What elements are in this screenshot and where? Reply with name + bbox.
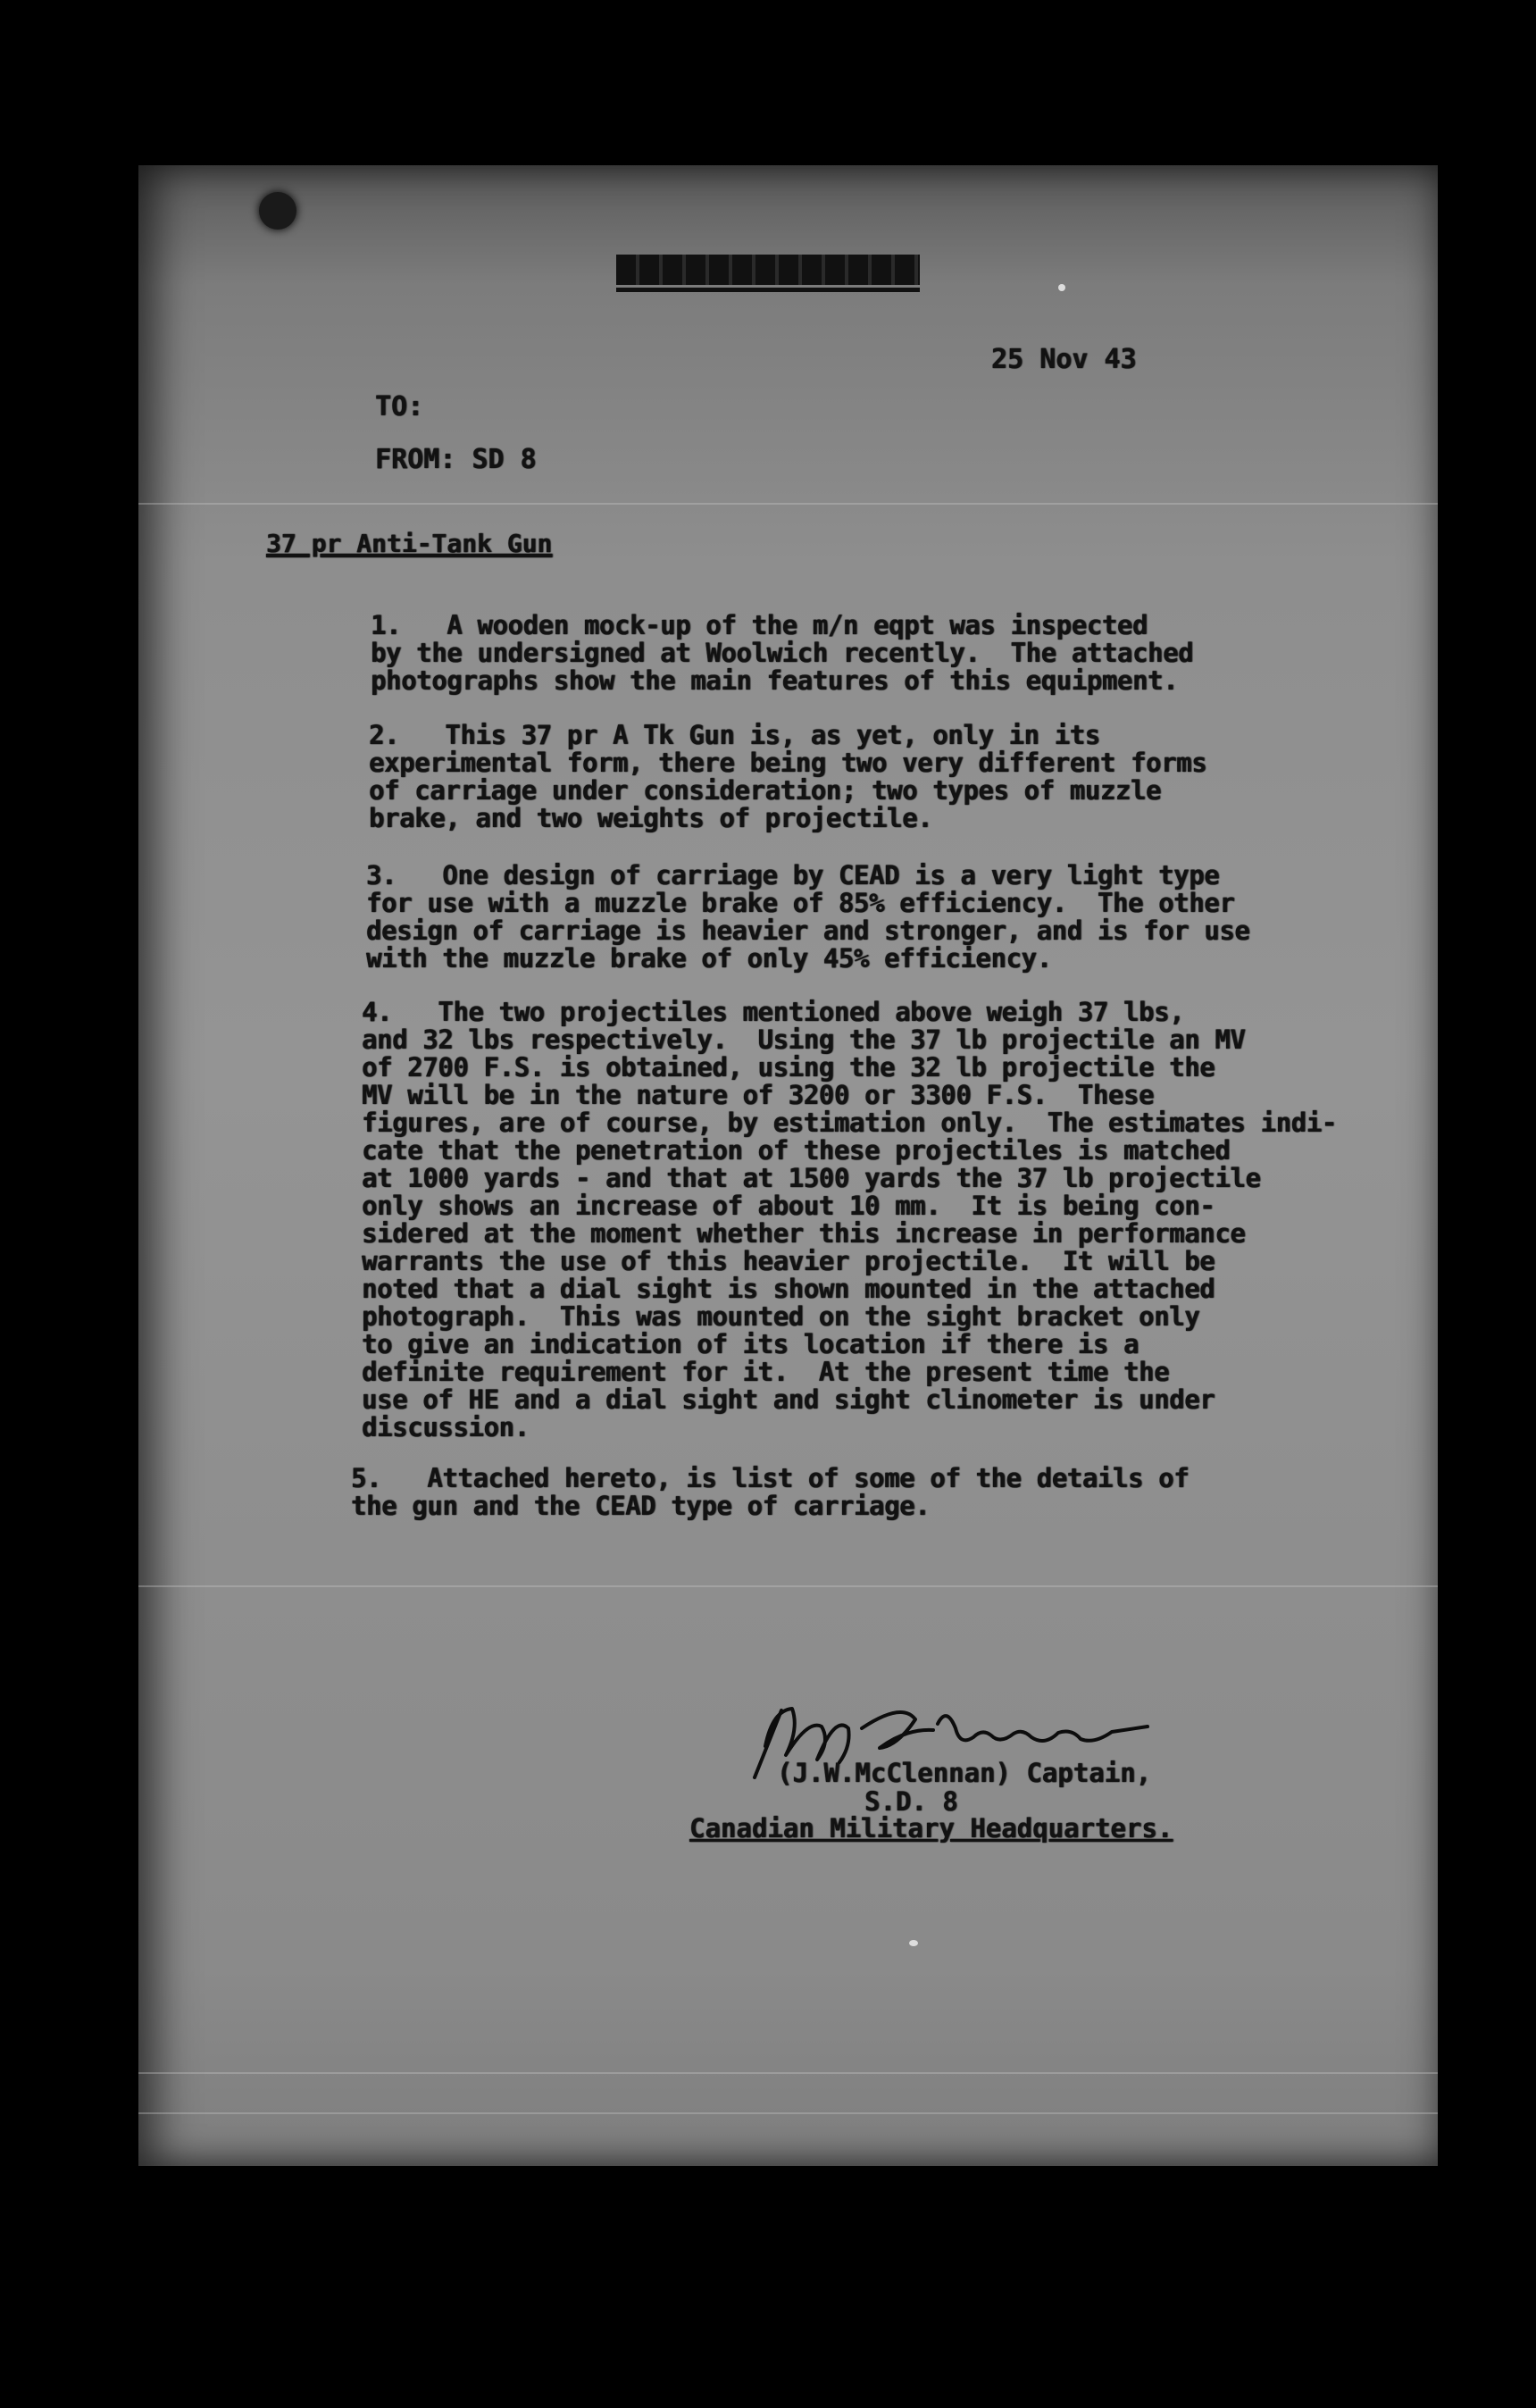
heading-underline: [616, 288, 920, 292]
fold-line: [138, 503, 1438, 505]
to-line: [375, 391, 423, 422]
from-line: [375, 444, 537, 475]
paragraph-5: 5. Attached hereto, is list of some of the details of the gun and the CEAD type of carriage.: [351, 1463, 1190, 1521]
punch-hole: [259, 192, 296, 230]
memo-heading: [616, 255, 920, 285]
speck: [1058, 284, 1065, 291]
signatory-name: (J.W.McClennan) Captain,: [777, 1758, 1152, 1788]
paragraph-3: 3. One design of carriage by CEAD is a very light type for use with a muzzle brake of 85% efficiency. The other design of carriage is heavier and stronger, and is for use with the muzzle brake of only 45% efficiency.: [366, 860, 1250, 974]
signatory-title: S.D. 8: [864, 1786, 958, 1817]
memo-date: 25 Nov 43: [991, 344, 1137, 375]
fold-line: [138, 1585, 1438, 1587]
from-value: SD 8: [472, 444, 537, 475]
paragraph-4: 4. The two projectiles mentioned above weigh 37 lbs, and 32 lbs respectively. Using the 37 lb projectile an MV of 2700 F.S. is obtained, using the 32 lb projectile the MV will be in the nature of 3200 or 3300 F.S. These figures, are of course, by estimation only. The estimates indi- cate that the penetration of these projectiles is matched at 1000 yards - and that at 1500 yards the 37 lb projectile only shows an increase of about 10 mm. It is being con- sidered at the moment whether this increase in performance warrants the use of this heavier projectile. It will be noted that a dial sight is shown mounted in the attached photograph. This was mounted on the sight bracket only to give an indication of its location if there is a definite requirement for it. At the present time the use of HE and a dial sight and sight clinometer is under discussion.: [362, 997, 1337, 1442]
paragraph-1: 1. A wooden mock-up of the m/n eqpt was inspected by the undersigned at Woolwich recently. The attached photographs show the main features of this equipment.: [371, 610, 1194, 696]
from-label: FROM:: [375, 444, 456, 475]
memo-subject: 37 pr Anti-Tank Gun: [266, 529, 553, 558]
fold-line: [138, 2112, 1438, 2114]
paragraph-2: 2. This 37 pr A Tk Gun is, as yet, only in its experimental form, there being two very different forms of carriage under consideration; two types of muzzle brake, and two weights of projectile.: [369, 720, 1207, 833]
signatory-organization: Canadian Military Headquarters.: [689, 1813, 1173, 1844]
speck: [909, 1940, 918, 1946]
fold-line: [138, 2072, 1438, 2074]
to-label: TO:: [375, 391, 424, 422]
